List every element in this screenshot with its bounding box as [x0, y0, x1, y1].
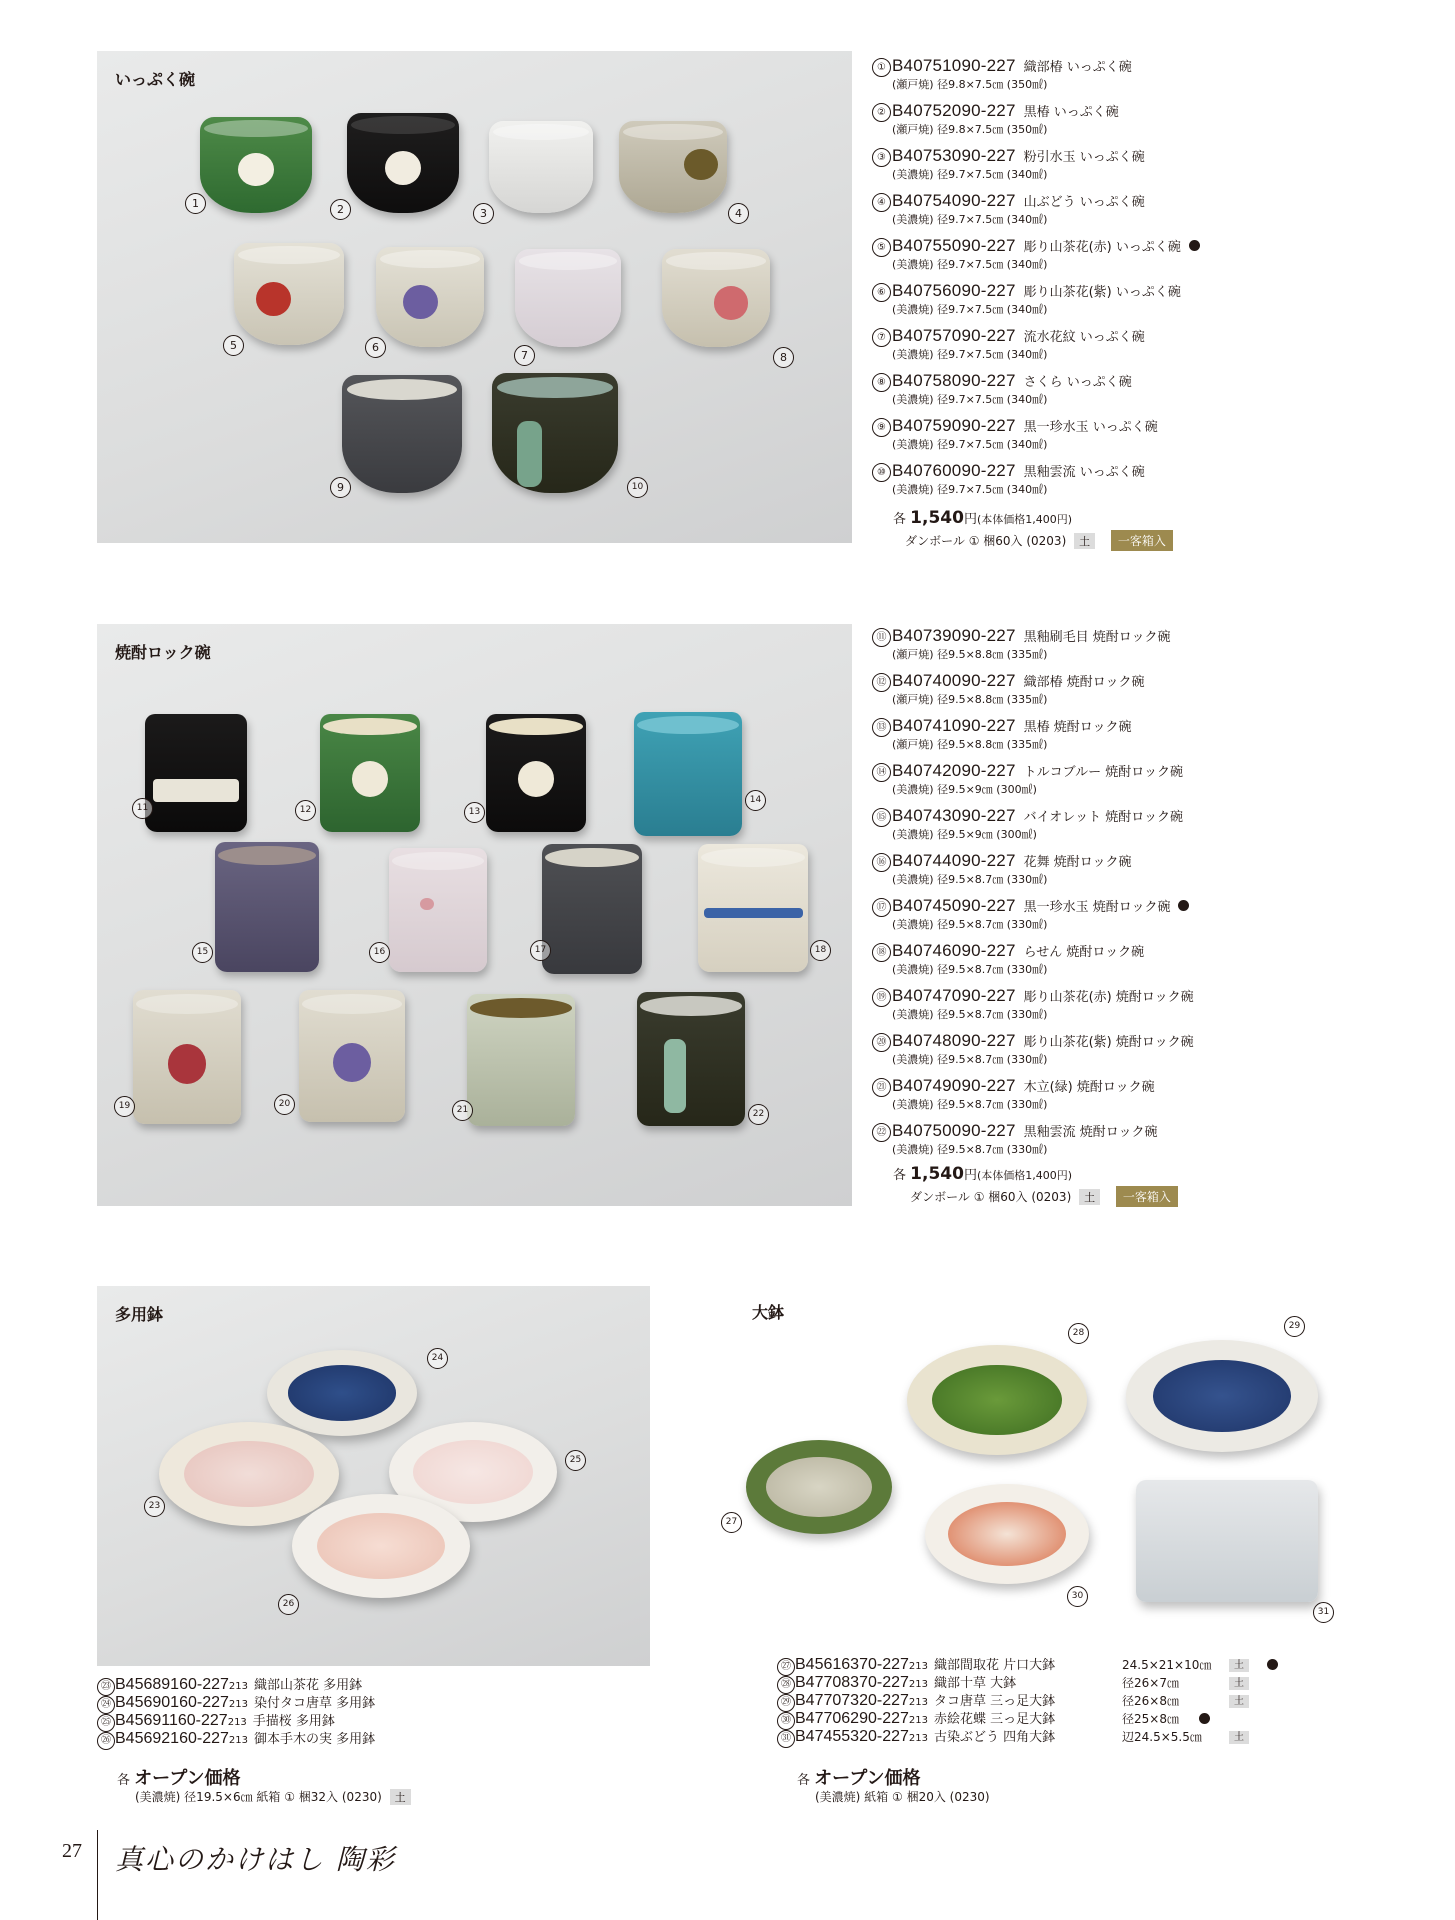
product-item: [872, 1030, 1432, 1075]
product-image-14: [634, 712, 742, 836]
product-name: 彫り山茶花(紫) いっぷく碗: [1023, 285, 1181, 300]
item-number: ⑬: [872, 718, 891, 737]
item-number-30: 30: [1067, 1586, 1088, 1607]
item-number-13: 13: [464, 802, 485, 823]
spec-line-3: (美濃焼) 径19.5×6㎝ 紙箱 ① 梱32入 (0230) 土: [135, 1788, 411, 1805]
item-number-6: 6: [365, 337, 386, 358]
item-number: ㉔: [97, 1696, 115, 1714]
product-image-15: [215, 842, 319, 972]
product-code-suffix: 213: [908, 1733, 928, 1744]
item-number: ⑤: [872, 238, 891, 257]
product-item: [872, 190, 1432, 235]
product-image-3: [489, 121, 593, 213]
product-image-21: [467, 994, 575, 1126]
product-spec: (美濃焼) 径9.5×8.7㎝ (330㎖): [892, 1053, 1048, 1066]
product-item: [872, 370, 1432, 415]
mark-dot: [1189, 240, 1200, 251]
product-code: B40745090-227: [892, 896, 1016, 915]
product-spec: (美濃焼) 径9.5×8.7㎝ (330㎖): [892, 918, 1048, 931]
product-item: [872, 850, 1432, 895]
spec-line-4: (美濃焼) 紙箱 ① 梱20入 (0230): [815, 1790, 990, 1804]
product-spec: (美濃焼) 径9.7×7.5㎝ (340㎖): [892, 168, 1048, 181]
product-code: B40756090-227: [892, 281, 1016, 300]
product-code-suffix: 213: [227, 1717, 247, 1728]
item-number: ⑯: [872, 853, 891, 872]
soil-tag: 土: [1229, 1677, 1249, 1690]
product-name: 赤絵花蝶 三っ足大鉢: [933, 1712, 1056, 1727]
product-code: B40759090-227: [892, 416, 1016, 435]
product-image-23: [159, 1422, 339, 1526]
item-list-tayou: [97, 1676, 657, 1748]
item-number: ⑲: [872, 988, 891, 1007]
product-image-7: [515, 249, 621, 347]
product-image-4: [619, 121, 727, 213]
item-number: ⑰: [872, 898, 891, 917]
item-number: ③: [872, 148, 891, 167]
product-code-suffix: 213: [908, 1661, 928, 1672]
product-code: B47708370-227: [795, 1674, 909, 1691]
product-item: [777, 1692, 1437, 1710]
product-code: B40757090-227: [892, 326, 1016, 345]
item-number-7: 7: [514, 345, 535, 366]
product-image-27: [746, 1440, 892, 1534]
item-number-22: 22: [748, 1104, 769, 1125]
product-spec: (瀬戸焼) 径9.5×8.8㎝ (335㎖): [892, 738, 1048, 751]
product-item: [777, 1674, 1437, 1692]
item-number: ⑥: [872, 283, 891, 302]
brand-logo: 真心のかけはし 陶彩: [115, 1843, 396, 1876]
product-name: 粉引水玉 いっぷく碗: [1023, 150, 1145, 165]
photo-ippuku: [97, 51, 852, 543]
product-name: 彫り山茶花(紫) 焼酎ロック碗: [1023, 1035, 1194, 1050]
product-spec: (美濃焼) 径9.5×8.7㎝ (330㎖): [892, 1098, 1048, 1111]
product-item: [872, 145, 1432, 190]
product-name: 流水花紋 いっぷく碗: [1023, 330, 1145, 345]
product-item: [872, 895, 1432, 940]
product-spec: (美濃焼) 径9.5×8.7㎝ (330㎖): [892, 963, 1048, 976]
price-line-1: 各 1,540円(本体価格1,400円): [893, 508, 1073, 528]
item-number: ⑫: [872, 673, 891, 692]
product-item: [872, 625, 1432, 670]
product-spec: (美濃焼) 径9.7×7.5㎝ (340㎖): [892, 303, 1048, 316]
product-spec: (美濃焼) 径9.5×8.7㎝ (330㎖): [892, 873, 1048, 886]
product-code: B40744090-227: [892, 851, 1016, 870]
product-item: [872, 940, 1432, 985]
item-number: ㉙: [777, 1694, 795, 1712]
product-code: B40747090-227: [892, 986, 1016, 1005]
product-item: [872, 415, 1432, 460]
item-number: ⑦: [872, 328, 891, 347]
item-number-3: 3: [473, 203, 494, 224]
mark-dot: [1178, 900, 1189, 911]
product-image-8: [662, 249, 770, 347]
footer-divider: [97, 1830, 98, 1920]
product-name: 黒一珍水玉 焼酎ロック碗: [1023, 900, 1171, 915]
item-number-25: 25: [565, 1450, 586, 1471]
item-number: ⑮: [872, 808, 891, 827]
price-line-4: 各 オープン価格: [797, 1768, 921, 1789]
photo-shochu-rock: [97, 624, 852, 1206]
product-image-6: [376, 247, 484, 347]
product-image-30: [925, 1484, 1089, 1584]
product-item: [97, 1712, 657, 1730]
product-code: B40746090-227: [892, 941, 1016, 960]
product-name: バイオレット 焼酎ロック碗: [1023, 810, 1183, 825]
product-name: 山ぶどう いっぷく碗: [1023, 195, 1145, 210]
mark-dot: [1199, 1713, 1210, 1724]
item-number: ㉑: [872, 1078, 891, 1097]
product-name: さくら いっぷく碗: [1023, 375, 1132, 390]
product-size: 24.5×21×10㎝: [1122, 1658, 1212, 1672]
product-code: B45692160-227: [115, 1730, 229, 1747]
soil-tag: 土: [1229, 1731, 1249, 1744]
item-number: ⑨: [872, 418, 891, 437]
product-image-24: [267, 1350, 417, 1436]
product-item: [777, 1728, 1437, 1746]
price-line-2: 各 1,540円(本体価格1,400円): [893, 1164, 1073, 1184]
product-item: [872, 55, 1432, 100]
item-number-16: 16: [369, 942, 390, 963]
item-number: ⑱: [872, 943, 891, 962]
product-name: 彫り山茶花(赤) いっぷく碗: [1023, 240, 1181, 255]
item-number-29: 29: [1284, 1316, 1305, 1337]
product-code: B40741090-227: [892, 716, 1016, 735]
item-number: ㉓: [97, 1678, 115, 1696]
product-code: B47455320-227: [795, 1728, 909, 1745]
item-number-14: 14: [745, 790, 766, 811]
soil-tag: 土: [1229, 1659, 1249, 1672]
item-number-12: 12: [295, 800, 316, 821]
product-image-31: [1136, 1480, 1318, 1602]
item-number-8: 8: [773, 347, 794, 368]
item-list-shochu: [872, 625, 1432, 1165]
product-image-18: [698, 844, 808, 972]
product-name: 黒釉雲流 焼酎ロック碗: [1023, 1125, 1158, 1140]
product-code: B45689160-227: [115, 1676, 229, 1693]
item-number-19: 19: [114, 1096, 135, 1117]
shipping-info-2: ダンボール ① 梱60入 (0203) 土 一客箱入: [910, 1186, 1178, 1207]
product-size: 径26×7㎝: [1122, 1676, 1179, 1690]
item-number: ⑪: [872, 628, 891, 647]
item-number-27: 27: [721, 1512, 742, 1533]
item-list-oobachi: [777, 1656, 1437, 1746]
product-code: B40749090-227: [892, 1076, 1016, 1095]
product-image-2: [347, 113, 459, 213]
product-spec: (美濃焼) 径9.5×9㎝ (300㎖): [892, 828, 1037, 841]
product-name: 黒椿 焼酎ロック碗: [1023, 720, 1132, 735]
product-image-13: [486, 714, 586, 832]
product-image-19: [133, 990, 241, 1124]
product-name: 彫り山茶花(赤) 焼酎ロック碗: [1023, 990, 1194, 1005]
product-name: 木立(緑) 焼酎ロック碗: [1023, 1080, 1155, 1095]
product-code: B40751090-227: [892, 56, 1016, 75]
item-number: ④: [872, 193, 891, 212]
product-item: [872, 805, 1432, 850]
item-number-26: 26: [278, 1594, 299, 1615]
product-item: [872, 715, 1432, 760]
product-name: 古染ぶどう 四角大鉢: [933, 1730, 1056, 1745]
product-spec: (美濃焼) 径9.7×7.5㎝ (340㎖): [892, 258, 1048, 271]
product-item: [872, 325, 1432, 370]
product-code-suffix: 213: [228, 1681, 248, 1692]
item-list-ippuku: [872, 55, 1432, 505]
product-code: B40758090-227: [892, 371, 1016, 390]
product-image-9: [342, 375, 462, 493]
section-title: 多用鉢: [115, 1305, 164, 1324]
product-image-17: [542, 844, 642, 974]
product-item: [872, 100, 1432, 145]
item-number-20: 20: [274, 1094, 295, 1115]
product-image-5: [234, 243, 344, 345]
product-name: 手描桜 多用鉢: [252, 1714, 335, 1729]
product-name: 花舞 焼酎ロック碗: [1023, 855, 1132, 870]
soil-tag: 土: [1074, 533, 1095, 549]
box-tag: 一客箱入: [1111, 530, 1173, 551]
product-name: 織部椿 いっぷく碗: [1023, 60, 1132, 75]
product-code-suffix: 213: [908, 1697, 928, 1708]
product-code: B40748090-227: [892, 1031, 1016, 1050]
product-item: [777, 1656, 1437, 1674]
product-code: B40754090-227: [892, 191, 1016, 210]
item-number-28: 28: [1068, 1323, 1089, 1344]
product-code-suffix: 213: [908, 1679, 928, 1690]
item-number-2: 2: [330, 199, 351, 220]
product-spec: (美濃焼) 径9.7×7.5㎝ (340㎖): [892, 213, 1048, 226]
product-item: [97, 1676, 657, 1694]
item-number-18: 18: [810, 940, 831, 961]
product-spec: (瀬戸焼) 径9.5×8.8㎝ (335㎖): [892, 648, 1048, 661]
product-name: 黒一珍水玉 いっぷく碗: [1023, 420, 1158, 435]
product-image-12: [320, 714, 420, 832]
product-image-16: [389, 848, 487, 972]
item-number: ⑭: [872, 763, 891, 782]
product-image-28: [907, 1345, 1087, 1455]
item-number: ②: [872, 103, 891, 122]
item-number-17: 17: [530, 940, 551, 961]
item-number-10: 10: [627, 477, 648, 498]
product-item: [872, 1075, 1432, 1120]
product-item: [777, 1710, 1437, 1728]
product-code: B47706290-227: [795, 1710, 909, 1727]
product-code: B40742090-227: [892, 761, 1016, 780]
product-item: [872, 460, 1432, 505]
product-code: B40739090-227: [892, 626, 1016, 645]
item-number: ㉚: [777, 1712, 795, 1730]
product-image-11: [145, 714, 247, 832]
product-code: B40752090-227: [892, 101, 1016, 120]
product-name: 黒釉刷毛目 焼酎ロック碗: [1023, 630, 1171, 645]
item-number: ㉘: [777, 1676, 795, 1694]
product-name: 織部山茶花 多用鉢: [253, 1678, 363, 1693]
mark-dot: [1267, 1659, 1278, 1670]
item-number: ⑧: [872, 373, 891, 392]
product-name: 黒椿 いっぷく碗: [1023, 105, 1119, 120]
product-name: 織部椿 焼酎ロック碗: [1023, 675, 1145, 690]
product-code-suffix: 213: [228, 1699, 248, 1710]
product-name: 染付タコ唐草 多用鉢: [253, 1696, 376, 1711]
item-number-5: 5: [223, 335, 244, 356]
product-item: [872, 760, 1432, 805]
product-item: [872, 985, 1432, 1030]
item-number: ⑩: [872, 463, 891, 482]
product-code: B40743090-227: [892, 806, 1016, 825]
product-item: [97, 1730, 657, 1748]
price-value: 1,540: [910, 1164, 964, 1184]
item-number-23: 23: [144, 1496, 165, 1517]
product-image-20: [299, 990, 405, 1122]
box-tag: 一客箱入: [1116, 1186, 1178, 1207]
item-number-21: 21: [452, 1100, 473, 1121]
shipping-info-1: ダンボール ① 梱60入 (0203) 土 一客箱入: [905, 530, 1173, 551]
product-spec: (美濃焼) 径9.7×7.5㎝ (340㎖): [892, 483, 1048, 496]
product-code: B45690160-227: [115, 1694, 229, 1711]
product-image-26: [292, 1494, 470, 1598]
item-number-24: 24: [427, 1348, 448, 1369]
section-title: 焼酎ロック碗: [115, 643, 211, 662]
item-number-11: 11: [132, 798, 153, 819]
product-spec: (美濃焼) 径9.5×8.7㎝ (330㎖): [892, 1008, 1048, 1021]
product-spec: (美濃焼) 径9.7×7.5㎝ (340㎖): [892, 438, 1048, 451]
item-number: ⑳: [872, 1033, 891, 1052]
product-spec: (美濃焼) 径9.7×7.5㎝ (340㎖): [892, 348, 1048, 361]
product-spec: (美濃焼) 径9.5×9㎝ (300㎖): [892, 783, 1037, 796]
product-spec: (瀬戸焼) 径9.5×8.8㎝ (335㎖): [892, 693, 1048, 706]
item-number-1: 1: [185, 193, 206, 214]
product-name: 織部間取花 片口大鉢: [933, 1658, 1056, 1673]
item-number-4: 4: [728, 203, 749, 224]
item-number: ㉛: [777, 1730, 795, 1748]
product-code: B45616370-227: [795, 1656, 909, 1673]
product-code: B40750090-227: [892, 1121, 1016, 1140]
product-code-suffix: 213: [908, 1715, 928, 1726]
product-image-22: [637, 992, 745, 1126]
product-name: 御本手木の実 多用鉢: [253, 1732, 376, 1747]
photo-tayou-bachi: [97, 1286, 650, 1666]
product-code: B40740090-227: [892, 671, 1016, 690]
product-item: [872, 235, 1432, 280]
product-item: [872, 1120, 1432, 1165]
product-size: 辺24.5×5.5㎝: [1122, 1730, 1202, 1744]
product-image-1: [200, 117, 312, 213]
product-spec: (美濃焼) 径9.5×8.7㎝ (330㎖): [892, 1143, 1048, 1156]
soil-tag: 土: [1079, 1189, 1100, 1205]
item-number-15: 15: [192, 942, 213, 963]
item-number-31: 31: [1313, 1602, 1334, 1623]
product-spec: (美濃焼) 径9.7×7.5㎝ (340㎖): [892, 393, 1048, 406]
product-code: B47707320-227: [795, 1692, 909, 1709]
item-number-9: 9: [330, 477, 351, 498]
item-number: ㉒: [872, 1123, 891, 1142]
product-name: らせん 焼酎ロック碗: [1023, 945, 1145, 960]
item-number: ㉕: [97, 1714, 115, 1732]
product-name: 織部十草 大鉢: [933, 1676, 1017, 1691]
product-spec: (瀬戸焼) 径9.8×7.5㎝ (350㎖): [892, 123, 1048, 136]
product-code-suffix: 213: [228, 1735, 248, 1746]
item-number: ㉗: [777, 1658, 795, 1676]
product-size: 径25×8㎝: [1122, 1712, 1179, 1726]
product-code: B40760090-227: [892, 461, 1016, 480]
product-item: [97, 1694, 657, 1712]
product-code: B40753090-227: [892, 146, 1016, 165]
product-name: トルコブルー 焼酎ロック碗: [1023, 765, 1183, 780]
product-image-29: [1126, 1340, 1318, 1452]
product-name: 黒釉雲流 いっぷく碗: [1023, 465, 1145, 480]
product-image-10: [492, 373, 618, 493]
product-code: B40755090-227: [892, 236, 1016, 255]
product-spec: (瀬戸焼) 径9.8×7.5㎝ (350㎖): [892, 78, 1048, 91]
product-size: 径26×8㎝: [1122, 1694, 1179, 1708]
soil-tag: 土: [1229, 1695, 1249, 1708]
product-item: [872, 280, 1432, 325]
item-number: ①: [872, 58, 891, 77]
page-number: 27: [62, 1840, 82, 1862]
product-item: [872, 670, 1432, 715]
price-line-3: 各 オープン価格: [117, 1768, 241, 1789]
section-title: いっぷく碗: [115, 70, 196, 89]
product-name: タコ唐草 三っ足大鉢: [933, 1694, 1056, 1709]
section-title-oobachi: 大鉢: [752, 1303, 785, 1322]
product-code: B45691160-227: [115, 1712, 228, 1729]
item-number: ㉖: [97, 1732, 115, 1750]
price-value: 1,540: [910, 508, 964, 528]
